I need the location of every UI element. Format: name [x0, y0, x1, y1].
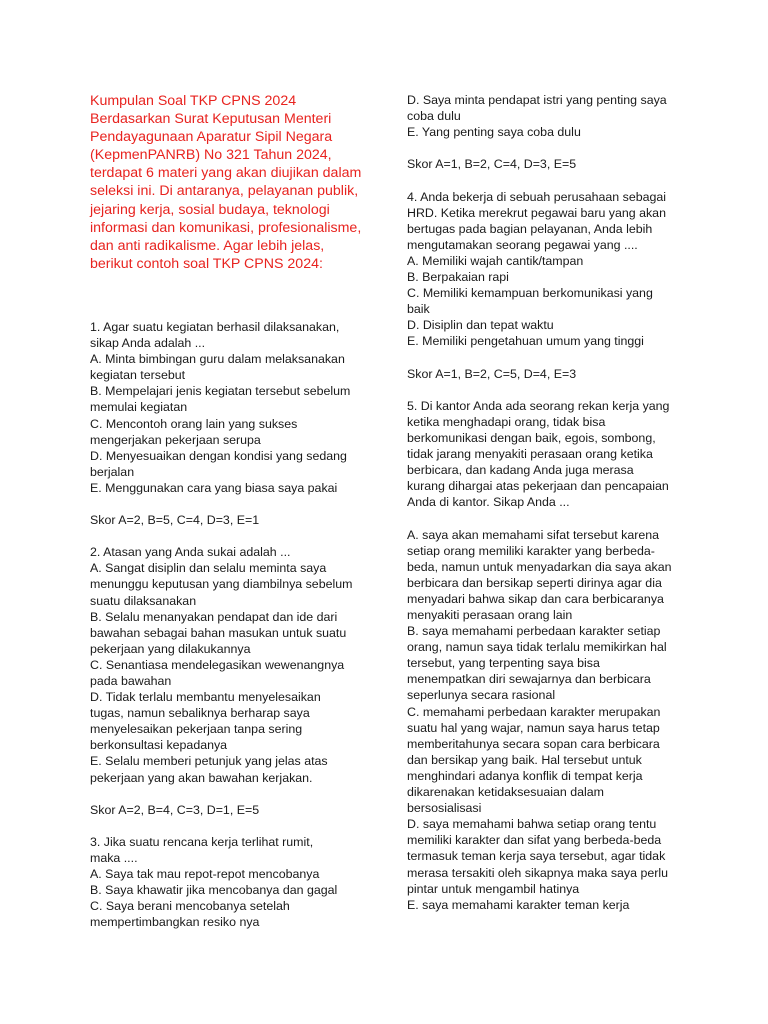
text-line: B. Saya khawatir jika mencobanya dan gagal — [90, 883, 338, 898]
text-line: pekerjaan yang dilakukannya — [90, 641, 251, 656]
text-line: pekerjaan yang akan bawahan kerjakan. — [90, 770, 313, 785]
text-line: C. Mencontoh orang lain yang sukses — [90, 416, 298, 431]
text-line: berbicara dan bersikap seperti dirinya agar dia — [407, 575, 662, 590]
score-line: Skor A=2, B=5, C=4, D=3, E=1 — [90, 513, 260, 528]
text-line: setiap orang memiliki karakter yang berbeda- — [407, 543, 655, 558]
text-line: D. Saya minta pendapat istri yang penting saya — [407, 93, 667, 107]
intro-line: informasi dan komunikasi, profesionalisme, — [90, 219, 362, 236]
text-line: E. Memiliki pengetahuan umum yang tinggi — [407, 334, 644, 349]
intro-line: (KepmenPANRB) No 321 Tahun 2024, — [90, 147, 332, 164]
text-line: Anda di kantor. Sikap Anda ... — [407, 495, 570, 510]
text-line: pada bawahan — [90, 674, 172, 688]
text-line: B. Selalu menanyakan pendapat dan ide dari — [90, 609, 338, 624]
text-line: C. Memiliki kemampuan berkomunikasi yang — [407, 286, 653, 301]
text-line: kegiatan tersebut — [90, 368, 186, 383]
text-line: 3. Jika suatu rencana kerja terlihat rumit, — [90, 834, 314, 849]
text-line: tersebut, yang terpenting saya bisa — [407, 656, 600, 671]
text-line: A. Minta bimbingan guru dalam melaksanakan — [90, 352, 345, 367]
text-line: B. saya memahami perbedaan karakter setiap — [407, 624, 661, 639]
text-line: berkomunikasi dengan baik, egois, sombong, — [407, 430, 656, 445]
question-4-score — [407, 366, 697, 382]
intro-line: berikut contoh soal TKP CPNS 2024: — [90, 255, 323, 272]
text-line: mengutamakan seorang pegawai yang .... — [407, 237, 638, 252]
text-line: berbicara, dan kadang Anda juga merasa — [407, 463, 634, 478]
intro-line: dan anti radikalisme. Agar lebih jelas, — [90, 237, 325, 254]
text-line: pintar untuk mengambil hatinya — [407, 881, 580, 896]
text-line: C. Saya berani mencobanya setelah — [90, 899, 290, 914]
text-line: tidak jarang menyakiti perasaan orang ketika — [407, 447, 653, 462]
question-3 — [90, 834, 380, 931]
intro-line: Berdasarkan Surat Keputusan Menteri — [90, 111, 332, 128]
intro-paragraph — [90, 92, 380, 273]
text-line: 5. Di kantor Anda ada seorang rekan kerja yang — [407, 398, 670, 413]
score-line: Skor A=1, B=2, C=5, D=4, E=3 — [407, 366, 577, 381]
text-line: menghindari adanya konflik di tempat kerja — [407, 768, 643, 783]
text-line: 1. Agar suatu kegiatan berhasil dilaksanakan, — [90, 319, 340, 334]
text-line: C. Senantiasa mendelegasikan wewenangnya — [90, 657, 345, 672]
text-line: coba dulu — [407, 109, 461, 124]
text-line: bertugas pada bagian pelayanan, Anda lebih — [407, 221, 653, 236]
question-1 — [90, 319, 380, 496]
intro-line: Kumpulan Soal TKP CPNS 2024 — [90, 93, 297, 109]
left-column — [90, 92, 380, 931]
text-line: E. Selalu memberi petunjuk yang jelas atas — [90, 754, 328, 769]
text-line: E. Yang penting saya coba dulu — [407, 125, 581, 140]
text-line: suatu dilaksanakan — [90, 593, 197, 608]
text-line: suatu hal yang wajar, namun saya harus tetap — [407, 720, 660, 735]
text-line: B. Berpakaian rapi — [407, 270, 509, 285]
text-line: mempertimbangkan resiko nya — [90, 915, 260, 930]
text-line: menempatkan diri sewajarnya dan berbicara — [407, 672, 651, 687]
text-line: D. saya memahami bahwa setiap orang tentu — [407, 817, 657, 832]
question-3-continued — [407, 92, 697, 140]
text-line: menunggu keputusan yang diambilnya sebelum — [90, 577, 353, 592]
text-line: 4. Anda bekerja di sebuah perusahaan sebagai — [407, 189, 667, 204]
text-line: A. saya akan memahami sifat tersebut karena — [407, 527, 660, 542]
score-line: Skor A=1, B=2, C=4, D=3, E=5 — [407, 157, 577, 172]
text-line: berjalan — [90, 464, 135, 479]
text-line: B. Mempelajari jenis kegiatan tersebut sebelum — [90, 384, 351, 399]
intro-line: Pendayagunaan Aparatur Sipil Negara — [90, 129, 333, 146]
text-line: seperlunya secara rasional — [407, 688, 556, 703]
text-line: tugas, namun sebaliknya berharap saya — [90, 706, 310, 721]
text-line: menyakiti perasaan orang lain — [407, 608, 573, 622]
question-2-score — [90, 802, 380, 818]
text-line: dan bersikap yang baik. Hal tersebut untuk — [407, 752, 642, 767]
text-line: memberitahunya secara sopan cara berbicara — [407, 736, 660, 751]
question-4 — [407, 189, 697, 350]
question-3-score — [407, 156, 697, 172]
text-line: E. Menggunakan cara yang biasa saya pakai — [90, 480, 338, 495]
text-line: bawahan sebagai bahan masukan untuk suatu — [90, 625, 347, 640]
text-line: menyelesaikan pekerjaan tanpa sering — [90, 722, 303, 737]
score-line: Skor A=2, B=4, C=3, D=1, E=5 — [90, 802, 260, 817]
text-line: 2. Atasan yang Anda sukai adalah ... — [90, 545, 291, 560]
text-line: A. Sangat disiplin dan selalu meminta saya — [90, 561, 327, 576]
text-line: memulai kegiatan — [90, 400, 188, 415]
text-line: HRD. Ketika merekrut pegawai baru yang akan — [407, 205, 666, 220]
text-line: sikap Anda adalah ... — [90, 336, 206, 351]
text-line: dikarenakan ketidaksesuaian dalam — [407, 785, 604, 800]
text-line: beda, namun untuk menyadarkan dia saya akan — [407, 559, 672, 574]
text-line: baik — [407, 302, 430, 317]
text-line: E. saya memahami karakter teman kerja — [407, 897, 630, 912]
text-line: menyadari bahwa sikap dan cara berbicaranya — [407, 591, 664, 606]
text-line: memiliki karakter dan sifat yang berbeda-beda — [407, 833, 662, 848]
question-5 — [407, 398, 697, 511]
intro-line: seleksi ini. Di antaranya, pelayanan publik, — [90, 183, 359, 200]
text-line: C. memahami perbedaan karakter merupakan — [407, 704, 661, 719]
text-line: bersosialisasi — [407, 801, 482, 816]
text-line: kurang dihargai atas pekerjaan dan pencapaian — [407, 479, 669, 494]
text-line: termasuk teman kerja saya tersebut, agar tidak — [407, 849, 666, 864]
text-line: mengerjakan pekerjaan serupa — [90, 432, 261, 447]
question-5-options — [407, 527, 697, 913]
text-line: orang, namun saya tidak terlalu memikirkan hal — [407, 640, 667, 655]
text-line: D. Tidak terlalu membantu menyelesaikan — [90, 690, 321, 705]
intro-line: jejaring kerja, sosial budaya, teknologi — [90, 201, 330, 218]
text-line: maka .... — [90, 851, 138, 866]
text-line: merasa tersakiti oleh sikapnya maka saya perlu — [407, 865, 669, 880]
question-2 — [90, 544, 380, 785]
text-line: berkonsultasi kepadanya — [90, 738, 228, 753]
text-line: A. Saya tak mau repot-repot mencobanya — [90, 867, 320, 882]
right-column — [407, 92, 697, 913]
text-line: D. Disiplin dan tepat waktu — [407, 318, 554, 333]
question-1-score — [90, 512, 380, 528]
text-line: A. Memiliki wajah cantik/tampan — [407, 253, 584, 268]
intro-line: terdapat 6 materi yang akan diujikan dalam — [90, 165, 362, 182]
text-line: D. Menyesuaikan dengan kondisi yang sedang — [90, 448, 347, 463]
text-line: ketika menghadapi orang, tidak bisa — [407, 414, 606, 429]
